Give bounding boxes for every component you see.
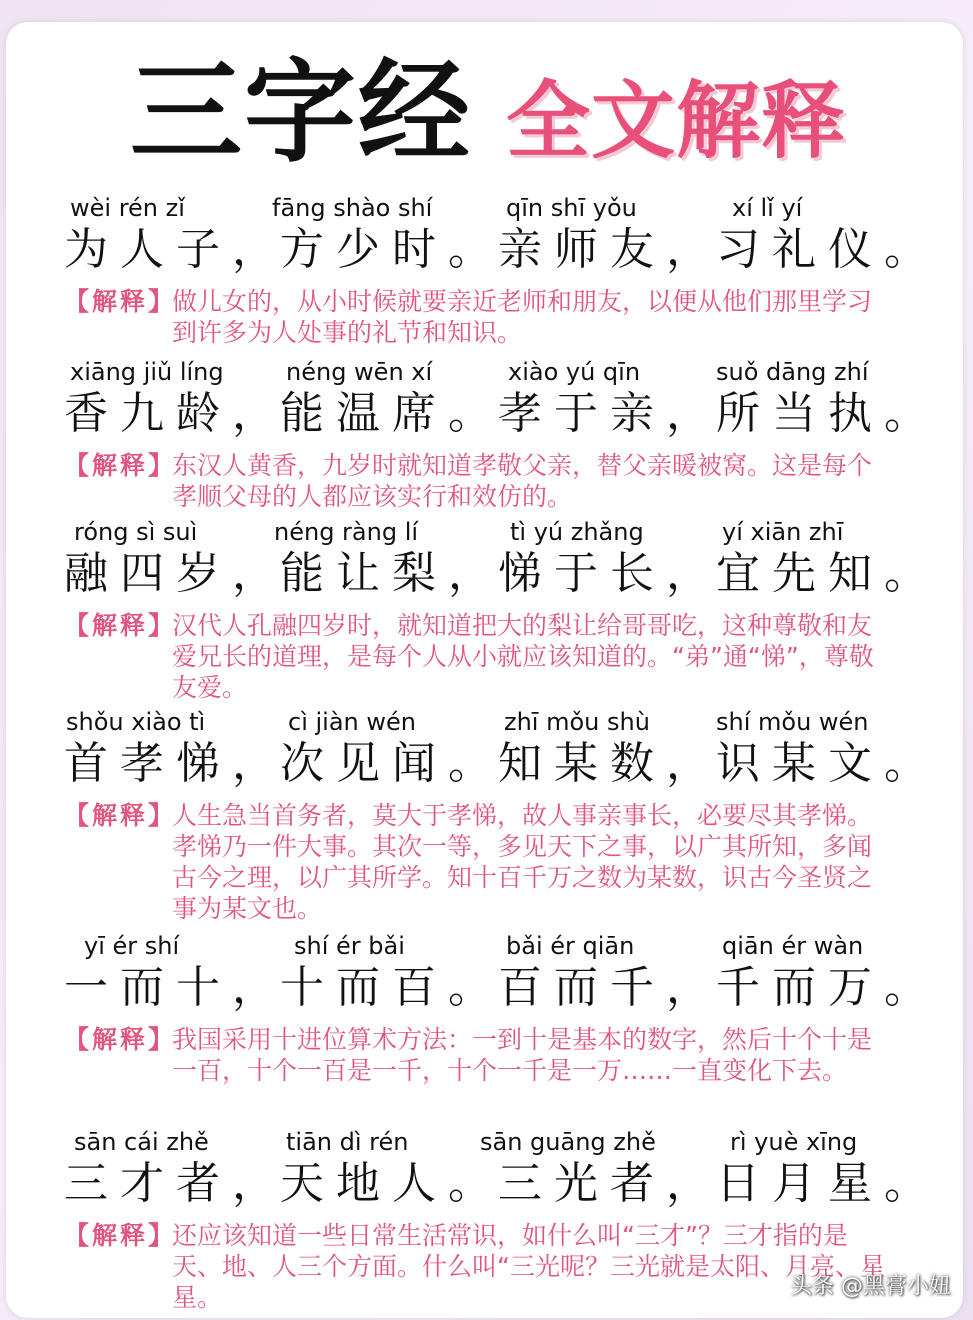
verse-phrase: 一而十， [64,962,288,1013]
pinyin: yī ér shí [84,932,180,960]
pinyin: wèi rén zǐ [70,194,185,222]
watermark: 头条 @黑膏小妞 [790,1274,951,1299]
verse-phrase: 亲师友， [498,224,722,275]
verse-phrase: 习礼仪。 [716,224,940,275]
verse-phrase: 三光者， [498,1158,722,1209]
pinyin: bǎi ér qiān [506,932,635,960]
explanation-tag: 【解释】 [64,1025,177,1054]
pinyin: xí lǐ yí [732,194,803,222]
verse-phrase: 三才者， [64,1158,288,1209]
verse-phrase: 悌于长， [498,548,722,599]
verse-phrase: 十而百。 [280,962,504,1013]
verse-phrase: 方少时。 [280,224,504,275]
pinyin: róng sì suì [74,518,198,546]
pinyin: shí ér bǎi [294,932,405,960]
pinyin: qīn shī yǒu [506,194,637,222]
verse-phrase: 百而千， [498,962,722,1013]
verse-phrase: 能温席。 [280,388,504,439]
verse-phrase: 知某数， [498,738,722,789]
explanation-text: 汉代人孔融四岁时，就知道把大的梨让给哥哥吃，这种尊敬和友爱兄长的道理，是每个人从小就应该知道的。“弟”通“悌”，尊敬友爱。 [172,611,874,702]
page-title [130,48,890,178]
explanation-tag: 【解释】 [64,611,177,640]
explanation-text: 还应该知道一些日常生活常识，如什么叫“三才”？三才指的是天、地、人三个方面。什么叫“三光呢？三光就是太阳、月亮、星星。 [172,1221,885,1312]
pinyin: xiāng jiǔ líng [70,358,224,386]
pinyin: yí xiān zhī [722,518,844,546]
pinyin: néng ràng lí [274,518,419,546]
explanation-text: 东汉人黄香，九岁时就知道孝敬父亲，替父亲暖被窝。这是每个孝顺父母的人都应该实行和效仿的。 [172,451,873,511]
verse-phrase: 能让梨， [280,548,504,599]
verse-phrase: 天地人。 [280,1158,504,1209]
pinyin: sān guāng zhě [480,1128,656,1156]
title-main: 三字经 [130,48,472,178]
explanation-tag: 【解释】 [64,801,177,830]
verse-phrase: 首孝悌， [64,738,288,789]
explanation-tag: 【解释】 [64,287,177,316]
verse-phrase: 所当执。 [716,388,940,439]
verse-phrase: 香九龄， [64,388,288,439]
title-sub: 全文解释 [506,72,847,170]
pinyin: cì jiàn wén [288,708,416,736]
explanation-tag: 【解释】 [64,1221,177,1250]
pinyin: shǒu xiào tì [66,708,206,736]
verse-phrase: 次见闻。 [280,738,504,789]
pinyin: qiān ér wàn [722,932,864,960]
pinyin: tiān dì rén [286,1128,409,1156]
verse-phrase: 融四岁， [64,548,288,599]
explanation-text: 做儿女的，从小时候就要亲近老师和朋友，以便从他们那里学习到许多为人处事的礼节和知识。 [172,287,873,347]
pinyin: tì yú zhǎng [510,518,644,546]
verse-phrase: 孝于亲， [498,388,722,439]
verse-phrase: 千而万。 [716,962,940,1013]
pinyin: néng wēn xí [286,358,433,386]
explanation-text: 我国采用十进位算术方法：一到十是基本的数字，然后十个十是一百，十个一百是一千，十个一千是一万……一直变化下去。 [172,1025,873,1085]
explanation-text: 人生急当首务者，莫大于孝悌，故人事亲事长，必要尽其孝悌。孝悌乃一件大事。其次一等，多见天下之事，以广其所知，多闻古今之理，以广其所学。知十百千万之数为某数，识古今圣贤之事为某文也。 [172,801,873,923]
pinyin: fāng shào shí [272,194,433,222]
explanation-tag: 【解释】 [64,451,177,480]
pinyin: rì yuè xīng [730,1128,858,1156]
pinyin: sān cái zhě [74,1128,209,1156]
pinyin: xiào yú qīn [508,358,641,386]
pinyin: zhī mǒu shù [504,708,650,736]
verse-phrase: 日月星。 [716,1158,940,1209]
verse-phrase: 为人子， [64,224,288,275]
verse-phrase: 宜先知。 [716,548,940,599]
verse-phrase: 识某文。 [716,738,940,789]
pinyin: suǒ dāng zhí [716,358,869,386]
pinyin: shí mǒu wén [716,708,869,736]
